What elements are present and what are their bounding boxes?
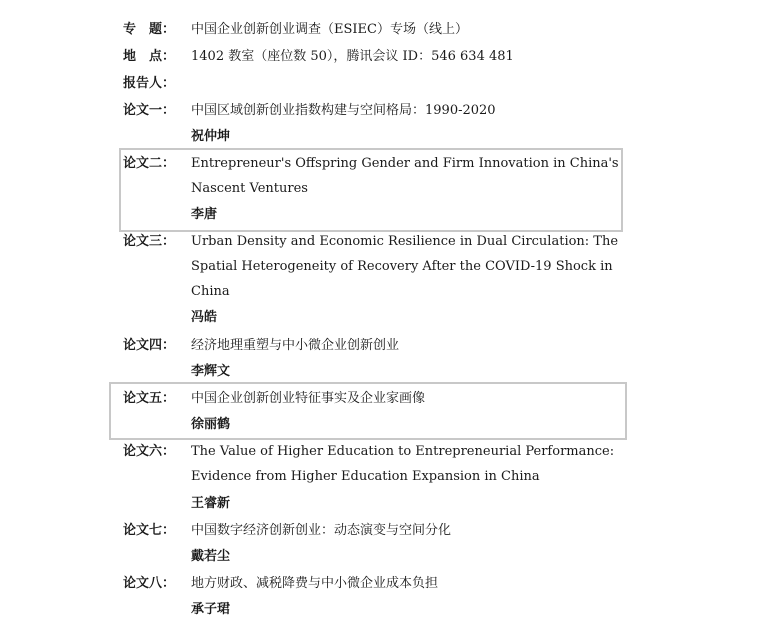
topic-label: 专 题： — [123, 22, 176, 37]
paper-5-title-row — [0, 386, 758, 412]
topic-row — [0, 17, 758, 43]
paper-1-label: 论文一： — [123, 103, 176, 118]
paper-7-author-row — [0, 544, 758, 570]
paper-3-author-row — [0, 305, 758, 331]
paper-8-author-row — [0, 597, 758, 623]
paper-2-title-row — [0, 151, 758, 177]
paper-1-author: 祝仲坤 — [191, 129, 231, 144]
paper-2-author: 李唐 — [191, 207, 218, 222]
paper-2-title-line-2: Nascent Ventures — [191, 181, 308, 196]
paper-8-title-row — [0, 571, 758, 597]
paper-2-label: 论文二： — [123, 156, 176, 171]
location-label: 地 点： — [123, 49, 176, 64]
presenter-row — [0, 71, 758, 97]
paper-6-author: 王睿新 — [191, 496, 231, 511]
paper-3-title-line-3: China — [191, 284, 230, 299]
paper-7-title-row — [0, 518, 758, 544]
paper-3-title-line-1: Urban Density and Economic Resilience in Dual Circulation: The — [191, 234, 619, 249]
paper-1-title-row — [0, 98, 758, 124]
paper-6-title-line-2: Evidence from Higher Education Expansion in China — [191, 469, 540, 484]
paper-8-author: 承子珺 — [191, 602, 231, 617]
paper-4-label: 论文四： — [123, 338, 176, 353]
paper-7-title-line-1: 中国数字经济创新创业：动态演变与空间分化 — [191, 523, 452, 538]
paper-4-title-row — [0, 333, 758, 359]
paper-6-label: 论文六： — [123, 444, 176, 459]
paper-8-label: 论文八： — [123, 576, 176, 591]
paper-6-title-row — [0, 439, 758, 465]
paper-7-author: 戴若尘 — [191, 549, 231, 564]
paper-3-title-row-2 — [0, 254, 758, 280]
paper-2-author-row — [0, 202, 758, 228]
paper-3-author: 冯皓 — [191, 310, 218, 325]
paper-4-author: 李辉文 — [191, 364, 231, 379]
paper-2-title-row-2 — [0, 176, 758, 202]
paper-4-title-line-1: 经济地理重塑与中小微企业创新创业 — [191, 338, 400, 353]
paper-5-title-line-1: 中国企业创新创业特征事实及企业家画像 — [191, 391, 426, 406]
paper-8-title-line-1: 地方财政、减税降费与中小微企业成本负担 — [191, 576, 439, 591]
paper-5-label: 论文五： — [123, 391, 176, 406]
topic-value: 中国企业创新创业调查（ESIEC）专场（线上） — [191, 22, 468, 37]
location-row — [0, 44, 758, 70]
presenter-label: 报告人： — [123, 76, 176, 91]
paper-5-author-row — [0, 412, 758, 438]
paper-3-label: 论文三： — [123, 234, 176, 249]
paper-6-author-row — [0, 491, 758, 517]
paper-3-title-row-3 — [0, 279, 758, 305]
paper-1-author-row — [0, 124, 758, 150]
paper-5-author: 徐丽鹤 — [191, 417, 231, 432]
paper-3-title-line-2: Spatial Heterogeneity of Recovery After the COVID-19 Shock in — [191, 259, 613, 274]
paper-6-title-row-2 — [0, 464, 758, 490]
paper-7-label: 论文七： — [123, 523, 176, 538]
paper-1-title-line-1: 中国区域创新创业指数构建与空间格局：1990-2020 — [191, 103, 496, 118]
paper-3-title-row — [0, 229, 758, 255]
location-value: 1402 教室（座位数 50），腾讯会议 ID：546 634 481 — [191, 49, 514, 64]
paper-6-title-line-1: The Value of Higher Education to Entrepreneurial Performance: — [191, 444, 615, 459]
paper-2-title-line-1: Entrepreneur's Offspring Gender and Firm Innovation in China's — [191, 156, 619, 171]
